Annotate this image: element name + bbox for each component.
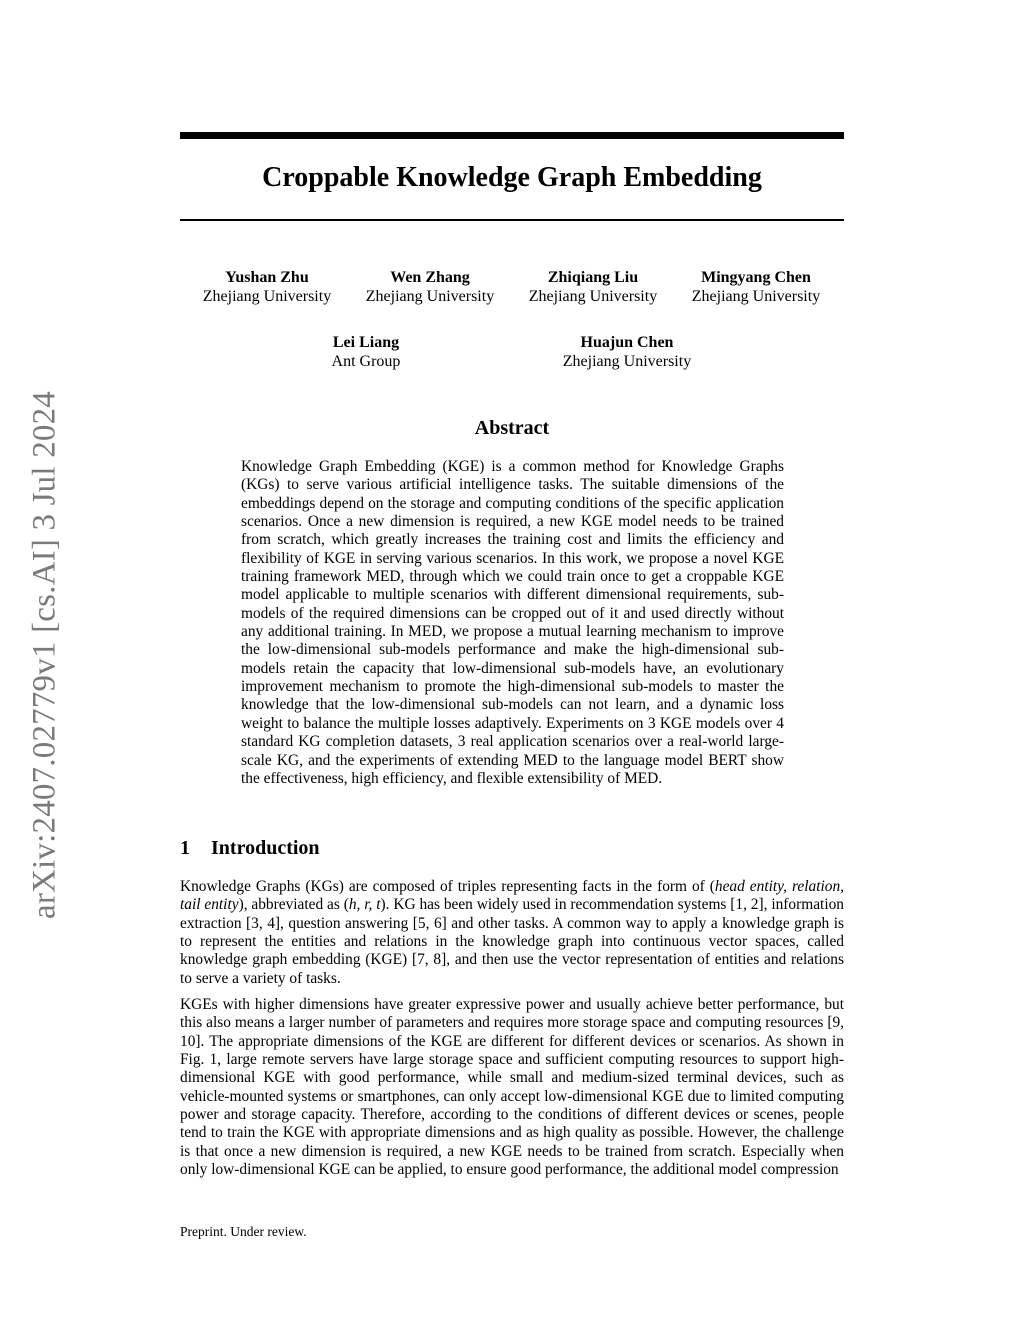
- author-name: Lei Liang: [332, 334, 400, 351]
- intro-paragraph-1: [180, 878, 844, 988]
- intro-paragraph-2: KGEs with higher dimensions have greater expressive power and usually achieve better performance, but this also means a larger number of parameters and requires more storage space and computing resources [9, 10]. The appropriate dimensions of the KGE are different for different devices or scenarios. As shown in Fig. 1, large remote servers have large storage space and sufficient computing resources to support high-dimensional KGE with good performance, while small and medium-sized terminal devices, such as vehicle-mounted systems or smartphones, can only accept low-dimensional KGE due to limited computing power and storage capacity. Therefore, according to the conditions of different devices or scenes, people tend to train the KGE with appropriate dimensions and as high quality as possible. However, the challenge is that once a new dimension is required, a new KGE needs to be trained from scratch. Especially when only low-dimensional KGE can be applied, to ensure good performance, the additional model compression: [180, 996, 844, 1179]
- title-bottom-rule: [180, 219, 844, 221]
- author-block: [527, 333, 727, 371]
- footer-note: Preprint. Under review.: [180, 1224, 307, 1239]
- arxiv-identifier-stamp: arXiv:2407.02779v1 [cs.AI] 3 Jul 2024: [26, 390, 63, 920]
- intro-italic-triple-form: head entity, relation, tail entity: [180, 878, 844, 914]
- author-affiliation: Zhejiang University: [562, 353, 692, 370]
- author-affiliation: Zhejiang University: [202, 288, 332, 305]
- title-top-rule: [180, 132, 844, 139]
- author-block: [266, 333, 466, 371]
- intro-italic-triple-abbrev: h, r, t: [348, 896, 381, 914]
- intro-text: ). KG has been widely used in recommendation systems [1, 2], information extraction [3, 4], question answering [5, 6] and other tasks. A common way to apply a knowledge graph is to represent the entities and relations in the knowledge graph into continuous vector spaces, called knowledge graph embedding (KGE) [7, 8], and then use the vector representation of entities and relations to serve a variety of tasks.: [180, 896, 844, 987]
- abstract-text: Knowledge Graph Embedding (KGE) is a common method for Knowledge Graphs (KGs) to serve various artificial intelligence tasks. The suitable dimensions of the embeddings depend on the storage and computing conditions of the specific application scenarios. Once a new dimension is required, a new KGE model needs to be trained from scratch, which greatly increases the training cost and limits the efficiency and flexibility of KGE in serving various scenarios. In this work, we propose a novel KGE training framework MED, through which we could train once to get a croppable KGE model applicable to multiple scenarios with different dimensional requirements, sub-models of the required dimensions can be cropped out of it and used directly without any additional training. In MED, we propose a mutual learning mechanism to improve the low-dimensional sub-models performance and make the high-dimensional sub-models retain the capacity that low-dimensional sub-models have, an evolutionary improvement mechanism to promote the high-dimensional sub-models to master the knowledge that the low-dimensional sub-models can not learn, and a dynamic loss weight to balance the multiple losses adaptively. Experiments on 3 KGE models over 4 standard KG completion datasets, 3 real application scenarios over a real-world large-scale KG, and the experiments of extending MED to the language model BERT show the effectiveness, high efficiency, and flexible extensibility of MED.: [241, 458, 784, 787]
- author-name: Huajun Chen: [580, 334, 674, 351]
- section-title: Introduction: [211, 837, 320, 859]
- author-block: [656, 268, 856, 306]
- section-heading-introduction: [180, 837, 320, 860]
- author-name: Yushan Zhu: [225, 269, 309, 286]
- author-affiliation: Zhejiang University: [528, 288, 658, 305]
- author-name: Zhiqiang Liu: [547, 269, 639, 286]
- author-affiliation: Zhejiang University: [691, 288, 821, 305]
- section-number: 1: [180, 837, 190, 859]
- intro-text: ), abbreviated as (: [238, 896, 349, 914]
- author-affiliation: Zhejiang University: [365, 288, 495, 305]
- abstract-heading: Abstract: [474, 417, 550, 439]
- author-name: Mingyang Chen: [701, 269, 811, 286]
- intro-text: Knowledge Graphs (KGs) are composed of triples representing facts in the form of (: [180, 878, 715, 895]
- author-affiliation: Ant Group: [331, 353, 401, 370]
- author-name: Wen Zhang: [390, 269, 470, 286]
- paper-title: Croppable Knowledge Graph Embedding: [262, 162, 762, 193]
